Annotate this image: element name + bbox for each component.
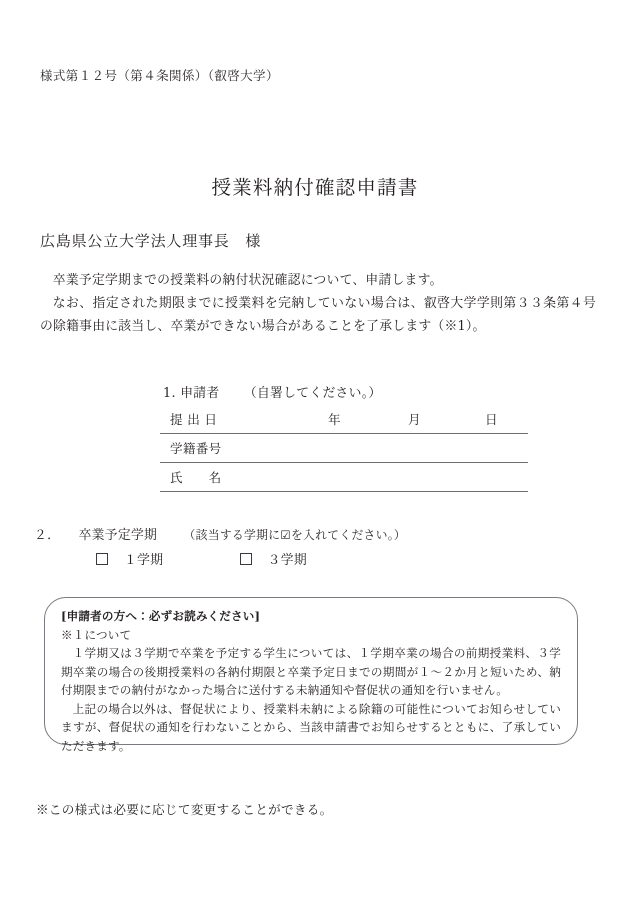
table-row-name[interactable] [160,463,528,492]
section1-label: 申請者 [180,386,220,401]
notice-title: [申請者の方へ：必ずお読みください] [61,609,261,623]
table-row-submission-date[interactable] [160,405,528,434]
section2-note-before: （該当する学期に [183,528,281,542]
footer-note: ※この様式は必要に応じて変更することができる。 [36,802,333,817]
form-number-line: 様式第１２号（第４条関係）（叡啓大学） [40,68,279,83]
applicant-form-table [160,405,528,492]
body-text [40,269,596,338]
notice-subheading: ※１について [61,627,132,642]
day-label: 日 [485,412,498,427]
term-option-3-label: ３学期 [267,553,307,568]
table-row-student-id[interactable] [160,434,528,463]
graduation-term-options [96,549,307,568]
section2-note [184,528,406,542]
checkbox-icon-term-3[interactable] [240,553,252,565]
notice-content [61,607,561,755]
section2-note-after: を入れてください。） [290,528,407,542]
notice-paragraph-2: 上記の場合以外は、督促状により、授業料未納による除籍の可能性についてお知らせしていますが、督促状の通知を行わないことから、当該申請書でお知らせするとともに、了承していただきます。 [61,701,561,753]
term-option-1[interactable] [96,549,163,568]
section1-number: 1. [163,386,176,401]
name-label: 氏 名 [170,470,222,485]
notice-paragraph-1: １学期又は３学期で卒業を予定する学生については、１学期卒業の場合の前期授業料、３学期卒業の場合の後期授業料の各納付期限と卒業予定日までの期間が１～２か月と短いため、納付期限までの納付がなかった場合に送付する未納通知や督促状の通知を行いません。 [61,646,561,697]
page-title: 授業料納付確認申請書 [211,176,419,199]
section2-number: ２． [34,528,61,543]
section2-label: 卒業予定学期 [78,528,158,543]
notice-box [44,597,578,753]
checkbox-icon-term-1[interactable] [96,553,108,565]
addressee-line: 広島県公立大学法人理事長 様 [40,232,262,250]
student-id-label: 学籍番号 [170,441,222,456]
section1-note: （自署してください。） [243,386,382,401]
body-paragraph-2: なお、指定された期限までに授業料を完納していない場合は、叡啓大学学則第３３条第４号の除籍事由に該当し、卒業ができない場合があることを了承します（※1）。 [40,296,596,334]
term-option-1-label: １学期 [124,553,164,568]
body-paragraph-1: 卒業予定学期までの授業料の納付状況確認について、申請します。 [52,273,443,288]
submission-date-label: 提 出 日 [170,412,218,427]
section1-heading [163,382,382,401]
term-option-3[interactable] [240,549,307,568]
year-label: 年 [328,412,341,427]
section2-heading [34,524,406,543]
month-label: 月 [408,412,421,427]
checked-box-icon: ☑ [280,528,291,542]
